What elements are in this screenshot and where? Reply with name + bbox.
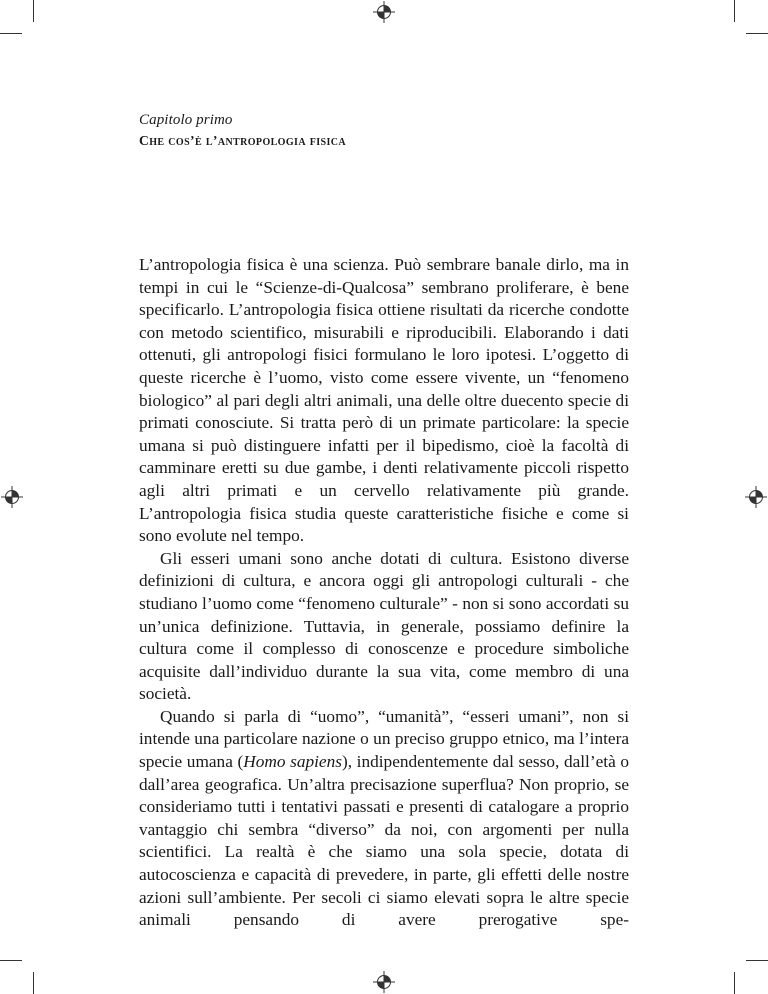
paragraph-2: Gli esseri umani sono anche dotati di cultura. Esistono diverse definizioni di cultura, e ancora oggi gli antropologi culturali - che studiano l’uomo come “fenomeno culturale” - non si sono accordati su un’unica definizione. Tuttavia, in generale, possiamo definire la cultura come il complesso di conoscenze e procedure simboliche acquisite dall’individuo durante la sua vita, come membro di una società. [139, 548, 629, 704]
registration-mark-icon [373, 1, 395, 23]
registration-mark-icon [745, 486, 767, 508]
paragraph-3-part-2: ), indipendentemente dal sesso, dall’età o dall’area geografica. Un’altra precisazione superflua? Non proprio, se consideriamo tutti i tentativi passati e presenti di catalogare a proprio vantaggio chi sembra “diverso” da noi, con argomenti per nulla scientifici. La realtà è che siamo una sola specie, dotata di autocoscienza e capacità di prevedere, in parte, gli effetti delle nostre azioni sull’ambiente. Per secoli ci siamo elevati sopra le altre specie animali pensando di avere prerogative spe- [139, 752, 630, 930]
registration-mark-icon [373, 971, 395, 993]
paragraph-3-part-1: Quando si parla di “uomo”, “umanità”, “esseri umani”, non si intende una particolare nazione o un preciso gruppo etnico, ma l’intera specie umana ( [139, 706, 629, 772]
species-name: Homo sapiens [243, 752, 342, 772]
crop-mark-top-left-h [0, 33, 22, 34]
crop-mark-bottom-left-v [33, 972, 34, 994]
crop-mark-bottom-right-h [746, 960, 768, 961]
paragraph-3 [139, 706, 629, 932]
crop-mark-top-left-v [33, 0, 34, 22]
crop-mark-bottom-right-v [734, 972, 735, 994]
paragraph-1: L’antropologia fisica è una scienza. Può sembrare banale dirlo, ma in tempi in cui le “Scienze-di-Qualcosa” sembrano proliferare, è bene specificarlo. L’antropologia fisica ottiene risultati da ricerche condotte con metodo scientifico, misurabili e riproducibili. Elaborando i dati ottenuti, gli antropologi fisici formulano le loro ipotesi. L’oggetto di queste ricerche è l’uomo, visto come essere vivente, un “fenomeno biologico” al pari degli altri animali, una delle oltre duecento specie di primati conosciute. Si tratta però di un primate particolare: la specie umana si può distinguere infatti per il bipedismo, cioè la facoltà di camminare eretti su due gambe, i denti relativamente piccoli rispetto agli altri primati e un cervello relativamente più grande. L’antropologia fisica studia queste caratteristiche fisiche e come si sono evolute nel tempo. [139, 255, 629, 546]
crop-mark-bottom-left-h [0, 960, 22, 961]
crop-mark-top-right-v [734, 0, 735, 22]
body-text [139, 254, 629, 932]
registration-mark-icon [1, 486, 23, 508]
crop-mark-top-right-h [746, 33, 768, 34]
chapter-label: Capitolo primo [139, 112, 233, 128]
chapter-title: Che cos’è l’antropologia fisica [139, 133, 347, 148]
